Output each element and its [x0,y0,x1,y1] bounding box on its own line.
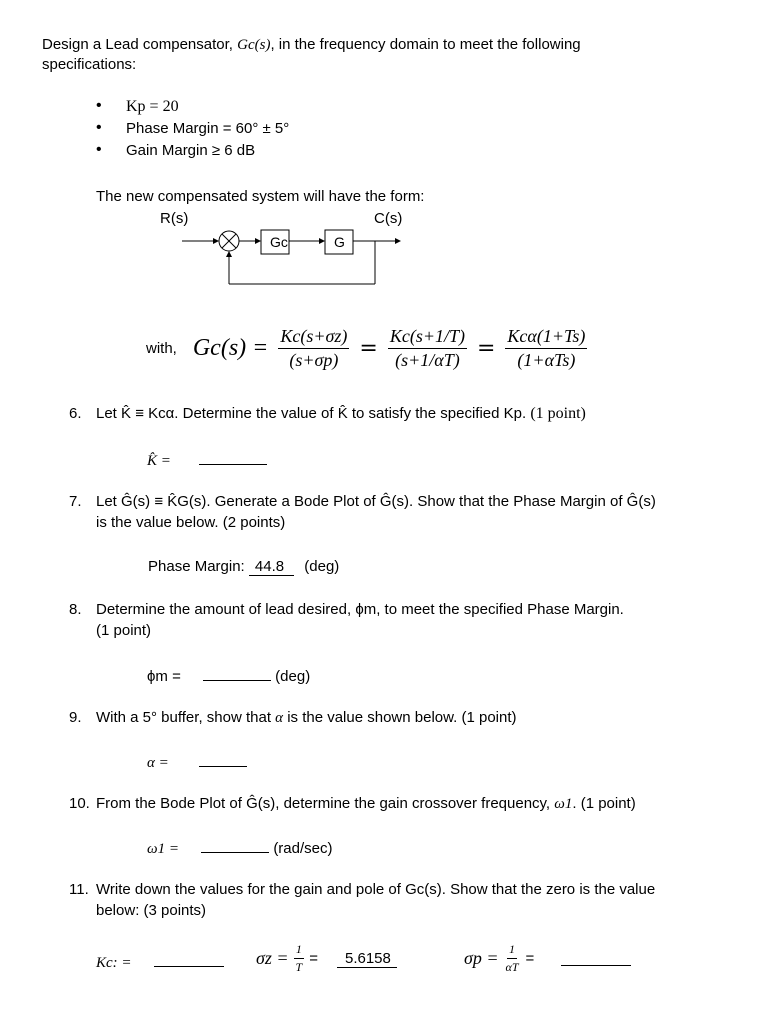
spec-phase-margin: • Phase Margin = 60° ± 5° [96,120,289,142]
formula-lhs: Gc(s) = [192,334,269,361]
q11-kc-blank[interactable] [154,952,224,967]
q11-answers [96,940,656,980]
block-diagram [160,210,420,295]
formula-with: with, [146,339,177,357]
output-label: C(s) [374,210,403,227]
block-gc-label: Gc [270,234,288,250]
q11-zero-value: 5.6158 [337,950,397,968]
q10-text: From the Bode Plot of Ĝ(s), determine the gain crossover frequency, ω1. (1 point) [96,795,636,812]
intro-line-2: specifications: [42,56,137,73]
q11-sigma-p-blank[interactable] [561,951,631,966]
q8-line-1: Determine the amount of lead desired, ϕm, to meet the specified Phase Margin. [96,601,624,618]
q7-line-1: Let Ĝ(s) ≡ K̂G(s). Generate a Bode Plot of Ĝ(s). Show that the Phase Margin of Ĝ(s) [96,493,656,510]
q10-answer-blank[interactable] [201,838,269,853]
q9-text: With a 5° buffer, show that α is the value shown below. (1 point) [96,709,517,726]
q7-line-2: is the value below. (2 points) [96,514,286,531]
formula-frac-1: $\frac{Kc(s+\sigma z)}{(s+\sigma p)}$ [280,325,348,370]
input-label: R(s) [160,210,189,227]
q8-line-2: (1 point) [96,622,152,639]
q11-sigma-p: σp = $\frac{1}{\alpha T}$ = [464,942,631,975]
q7-answer-value: 44.8 [249,558,294,576]
q11-number: 11. [69,881,89,898]
formula-frac-3: $\frac{\text{Kcα(1+Ts)}}{\text{(1+αTs)}}$ [507,325,586,370]
q11-sigma-z: σz = $\frac{1}{T}$ = 5.6158 [256,942,397,975]
q7-number: 7. [69,493,82,510]
q9-answer-blank[interactable] [199,752,247,767]
q10-number: 10. [69,795,90,812]
spec-list [96,98,289,164]
spec-kp: • Kp = 20 [96,98,289,120]
q8-number: 8. [69,601,82,618]
q11-line-2: below: (3 points) [96,902,207,919]
q7-answer: Phase Margin: 44.8 (deg) [148,558,340,575]
q6-text: Let K̂ ≡ Kcα. Determine the value of K̂ to satisfy the specified Kp. (1 point) [96,405,586,422]
q11-line-1: Write down the values for the gain and pole of Gc(s). Show that the zero is the value [96,881,656,898]
q8-answer: ϕm = (deg) [147,668,311,685]
block-diagram-lines [160,210,420,295]
q10-answer: ω1 = (rad/sec) [147,840,333,857]
spec-gain-margin: • Gain Margin ≥ 6 dB [96,142,289,164]
q6-number: 6. [69,405,82,422]
q9-number: 9. [69,709,82,726]
q9-answer: α = [147,752,247,772]
formula-frac-2: $\frac{Kc(s+1/T)}{(s+1/\alpha T)}$ [389,325,465,370]
q11-kc: Kc: = [96,952,224,972]
diagram-caption: The new compensated system will have the form: [96,188,425,205]
compensator-formula: with, Gc(s) = $\frac{Kc(s+\sigma z)}{(s+\sigma p)}$ = $\frac{Kc(s+1/T)}{(s+1/\alpha T)}$ = $\frac{\text{Kcα(1+Ts)}}{\text{(1+αTs)}}$ [146,325,586,370]
intro-line-1: Design a Lead compensator, Gc(s), in the frequency domain to meet the following [42,36,581,53]
block-g-label: G [334,234,345,250]
q8-answer-blank[interactable] [203,666,271,681]
q6-answer: K̂ = [147,450,267,470]
q6-answer-blank[interactable] [199,450,267,465]
